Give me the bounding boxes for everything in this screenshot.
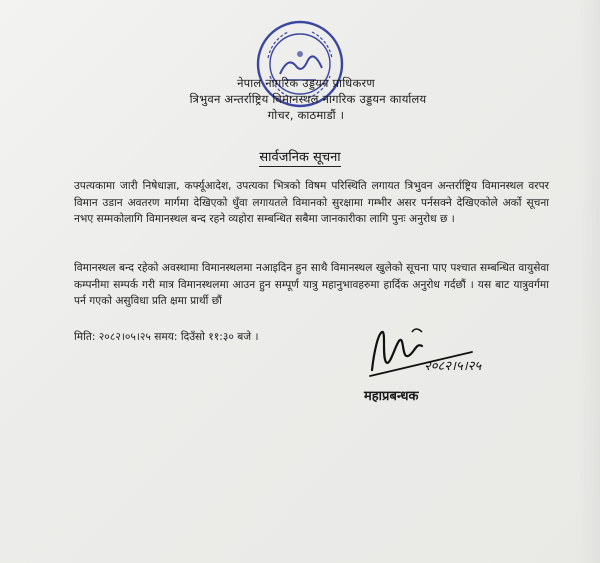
organization-name: नेपाल नागरिक उड्डयन प्राधिकरण [237,76,375,90]
notice-title-wrapper [0,147,600,165]
notice-paragraph-2: विमानस्थल बन्द रहेको अवस्थामा विमानस्थलमा नआइदिन हुन साथै विमानस्थल खुलेको सूचना पाए पश्चात सम्बन्धित वायुसेवा कम्पनीमा सम्पर्क गरी मात्र विमानस्थलमा आउन हुन सम्पूर्ण यात्रु महानुभावहरुमा हार्दिक अनुरोध गर्दछौं । यस बाट यात्रुवर्गमा पर्न गएको असुविधा प्रति क्षमा प्रार्थी छौं [74,262,549,307]
signature-date: २०८२।५।२५ [424,359,482,374]
office-name: त्रिभुवन अन्तर्राष्ट्रिय विमानस्थल नागरिक उड्डयन कार्यालय [189,92,427,106]
signer-title: महाप्रबन्धक [364,389,419,404]
date-time-line: मिति: २०८२।०५।२५ समय: दिउँसो ११:३० बजे । [74,331,259,343]
notice-paragraph-1: उपत्यकामा जारी निषेधाज्ञा, कर्फ्यूआदेश, उपत्यका भित्रको विषम परिस्थिति लगायत त्रिभुवन अन्तर्राष्ट्रिय विमानस्थल वरपर विमान उडान अवतरण मार्गमा देखिएको धुँवा लगायतले विमानको सुरक्षामा गम्भीर असर पर्नसक्ने देखिएकोले अर्को सूचना नभए सम्मकोलागि विमानस्थल बन्द रहने व्यहोरा सम्बन्धित सबैमा जानकारीका लागि पुनः अनुरोध छ । [74,180,549,225]
handwritten-signature [352,312,512,392]
office-location: गोचर, काठमाडौं । [267,108,345,122]
notice-title: सार्वजनिक सूचना [259,150,341,165]
